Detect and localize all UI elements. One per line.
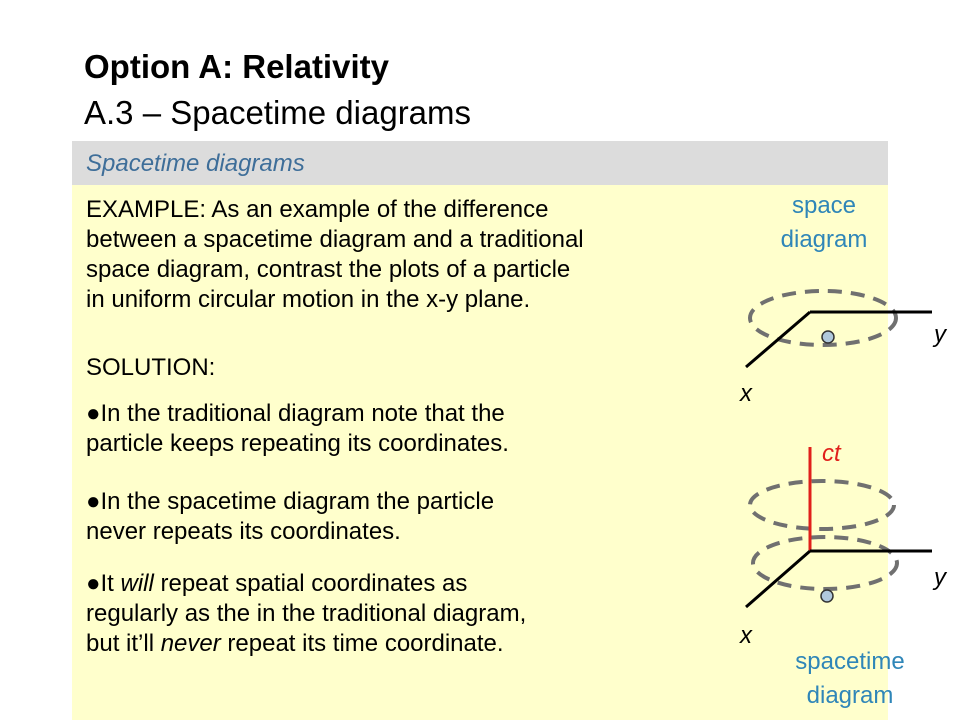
spacetime-y-label: y <box>934 564 946 591</box>
bullet-line <box>86 569 526 599</box>
spacetime-particle <box>821 590 833 602</box>
space-diagram-label: diagram <box>780 226 868 253</box>
bullet-text: repeat its time coordinate. <box>220 630 504 657</box>
example-line: space diagram, contrast the plots of a particle <box>86 256 571 283</box>
space-x-label: x <box>740 380 752 407</box>
example-line: in uniform circular motion in the x-y plane. <box>86 286 531 313</box>
spacetime-orbit-upper <box>750 481 894 529</box>
space-x-axis <box>746 312 810 367</box>
bullet-line <box>86 629 526 659</box>
bullet-line: particle keeps repeating its coordinates. <box>86 430 509 457</box>
example-line: EXAMPLE: As an example of the difference <box>86 196 549 223</box>
bullet-traditional <box>86 399 509 459</box>
diagrams-figure <box>700 185 960 720</box>
spacetime-diagram <box>739 440 948 709</box>
bullet-repeat <box>86 569 526 659</box>
section-header-bar <box>72 141 888 185</box>
spacetime-x-label: x <box>740 622 752 649</box>
space-diagram-label: space <box>791 192 857 219</box>
bullet-line: ●In the spacetime diagram the particle <box>86 488 495 515</box>
spacetime-diagram-label: spacetime <box>795 648 905 675</box>
solution-label <box>86 353 215 383</box>
emphasis-never: never <box>160 630 221 657</box>
slide-title: Option A: Relativity <box>84 48 389 85</box>
bullet-line: ●In the traditional diagram note that the <box>86 400 505 427</box>
emphasis-will: will <box>120 570 154 597</box>
space-particle <box>822 331 834 343</box>
bullet-spacetime <box>86 487 494 547</box>
space-y-label: y <box>934 321 946 348</box>
bullet-text: but it’ll <box>86 630 161 657</box>
spacetime-diagram-label: diagram <box>806 682 894 709</box>
bullet-text: repeat spatial coordinates as <box>153 570 468 597</box>
slide-subtitle: A.3 – Spacetime diagrams <box>84 94 472 131</box>
bullet-line: never repeats its coordinates. <box>86 518 401 545</box>
example-paragraph <box>86 195 584 315</box>
space-diagram <box>739 192 948 407</box>
section-title: Spacetime diagrams <box>86 150 305 177</box>
example-line: between a spacetime diagram and a traditional <box>86 226 584 253</box>
bullet-text: ●It <box>86 570 121 597</box>
spacetime-ct-label: ct <box>822 440 841 467</box>
bullet-line: regularly as the in the traditional diagram, <box>86 600 527 627</box>
solution-label-text: SOLUTION: <box>86 354 216 381</box>
